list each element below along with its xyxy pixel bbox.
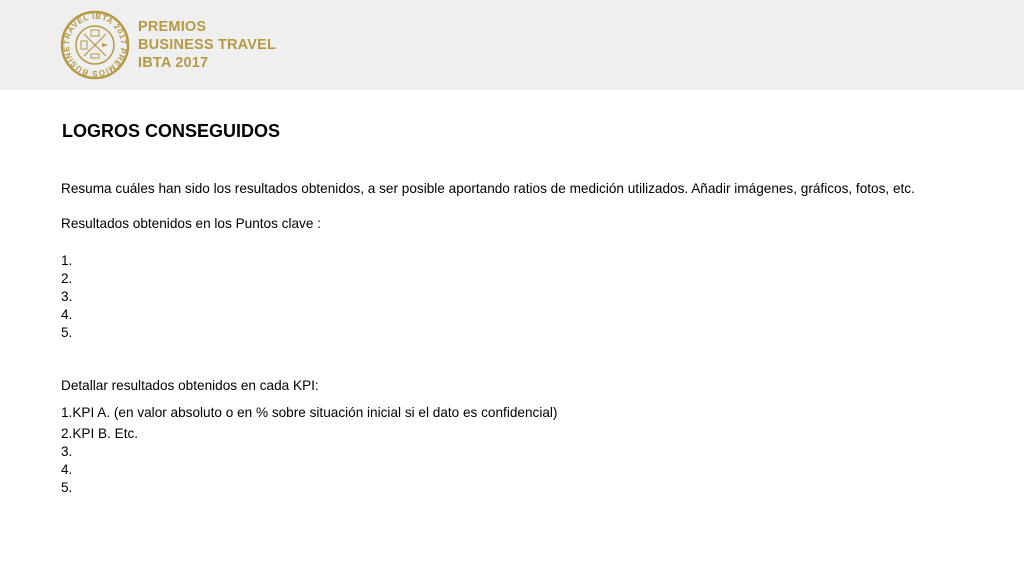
key-point-item: 3. xyxy=(61,289,73,304)
kpi-item: 5. xyxy=(61,480,73,495)
kpi-item: 1.KPI A. (en valor absoluto o en % sobre situación inicial si el dato es confidencial) xyxy=(61,405,558,420)
key-point-item: 2. xyxy=(61,271,73,286)
key-point-item: 5. xyxy=(61,325,73,340)
logo-wordmark xyxy=(138,18,276,72)
wordmark-line-1: PREMIOS xyxy=(138,19,207,35)
seal-ring-text: TRAVEL IBTA 2017 PREMIOS BUSINE xyxy=(61,11,129,79)
page-title: LOGROS CONSEGUIDOS xyxy=(62,121,281,141)
key-point-item: 4. xyxy=(61,307,73,322)
wordmark-line-3: IBTA 2017 xyxy=(138,55,209,71)
kpi-item: 2.KPI B. Etc. xyxy=(61,426,139,441)
wordmark-line-2: BUSINESS TRAVEL xyxy=(138,37,277,53)
key-points-heading: Resultados obtenidos en los Puntos clave : xyxy=(61,216,321,231)
kpi-item: 4. xyxy=(61,462,73,477)
key-point-item: 1. xyxy=(61,253,73,268)
kpi-heading: Detallar resultados obtenidos en cada KPI: xyxy=(61,378,319,393)
logo-seal-icon xyxy=(60,10,130,80)
kpi-item: 3. xyxy=(61,444,73,459)
intro-text: Resuma cuáles han sido los resultados obtenidos, a ser posible aportando ratios de medición utilizados. Añadir imágenes, gráficos, fotos, etc. xyxy=(61,181,915,196)
